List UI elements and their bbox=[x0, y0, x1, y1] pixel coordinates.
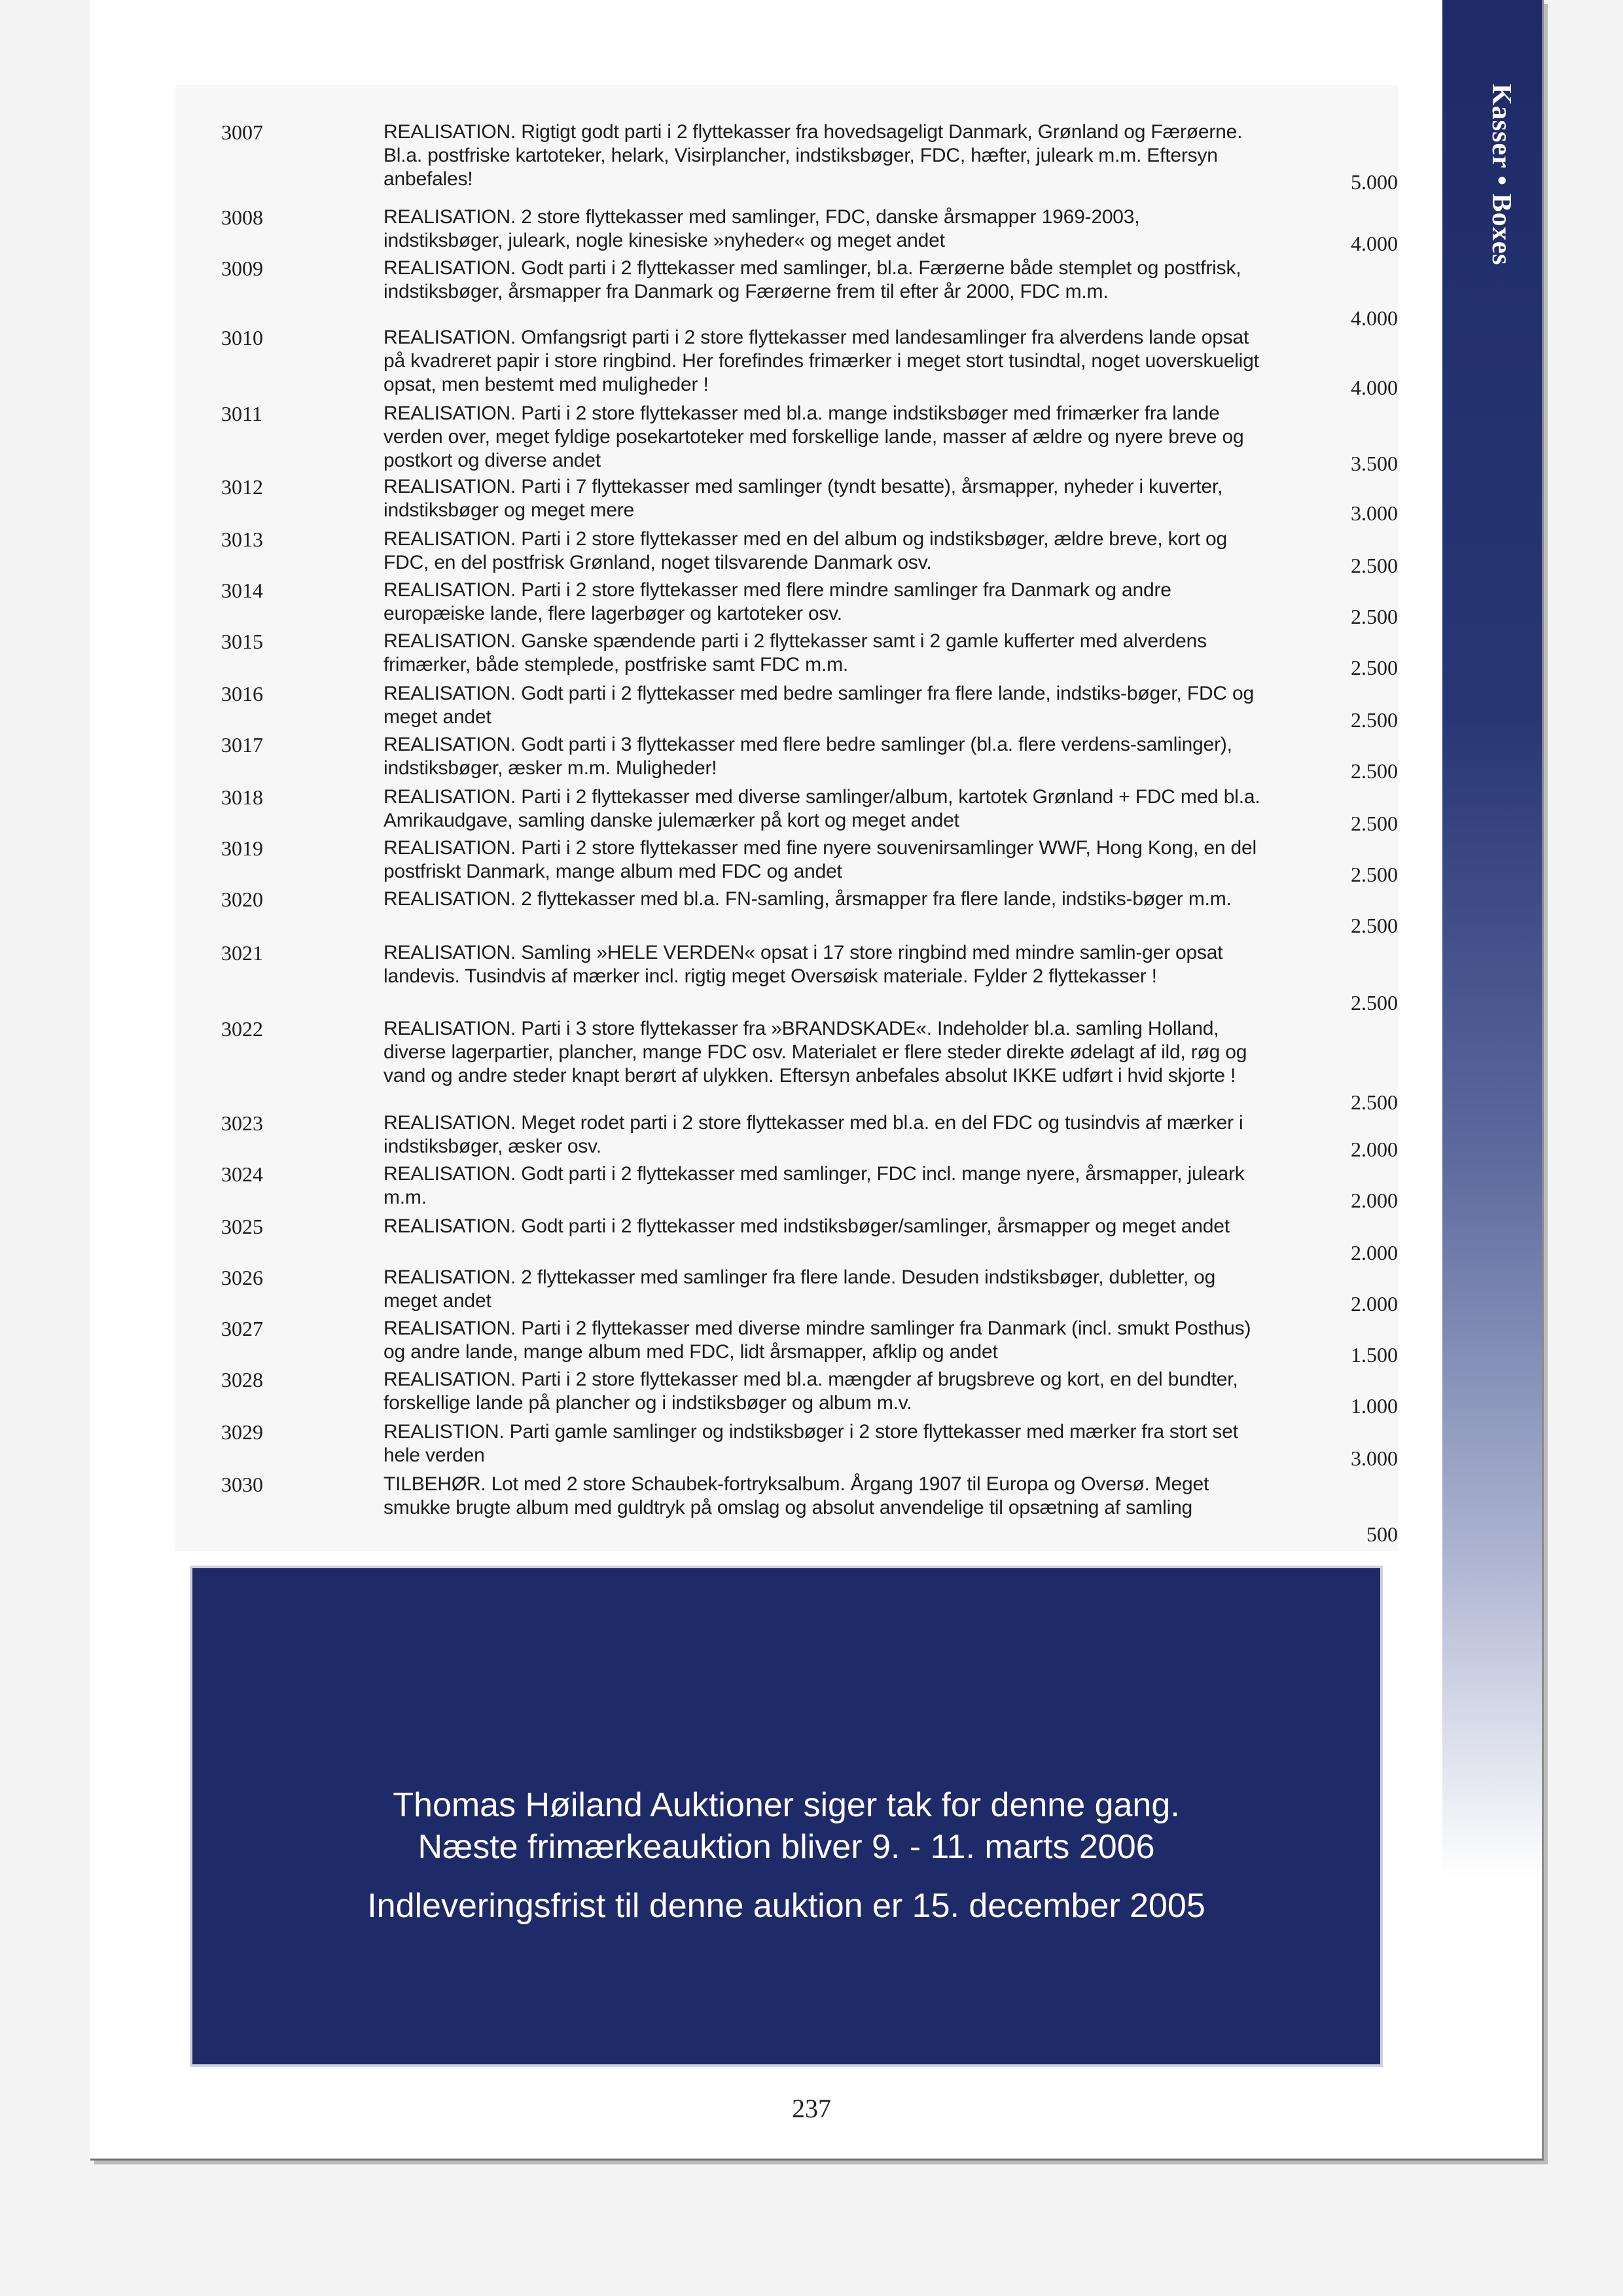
lot-description: TILBEHØR. Lot med 2 store Schaubek-fortryksalbum. Årgang 1907 til Europa og Oversø. Meget smukke brugte album med guldtryk på omslag og absolut anvendelige til opsætning af samling bbox=[383, 1473, 1209, 1518]
lot-number: 3025 bbox=[221, 1215, 263, 1238]
lot-row bbox=[175, 888, 1398, 935]
lot-row bbox=[175, 257, 1398, 330]
lot-description: REALISATION. Samling »HELE VERDEN« opsat i 17 store ringbind med mindre samlin-ger opsat landevis. Tusindvis af mærker incl. rigtig meget Oversøisk materiale. Fylder 2 flyttekasser ! bbox=[383, 942, 1223, 987]
lot-number: 3019 bbox=[221, 836, 263, 860]
lot-price: 2.000 bbox=[1351, 1189, 1398, 1212]
lot-number: 3009 bbox=[221, 257, 263, 280]
lot-price: 2.500 bbox=[1351, 914, 1398, 937]
section-tab-label: Kasser • Boxes bbox=[1486, 84, 1516, 266]
lot-number: 3007 bbox=[221, 120, 263, 144]
lot-number: 3014 bbox=[221, 579, 263, 602]
lot-description: REALISATION. Godt parti i 2 flyttekasser med indstiksbøger/samlinger, årsmapper og meget andet bbox=[383, 1215, 1230, 1237]
lot-description: REALISATION. Godt parti i 2 flyttekasser med samlinger, FDC incl. mange nyere, årsmapper, juleark m.m. bbox=[383, 1163, 1245, 1208]
lot-row bbox=[175, 1473, 1398, 1546]
lot-description: REALISATION. Parti i 3 store flyttekasser fra »BRANDSKADE«. Indeholder bl.a. samling Holland, diverse lagerpartier, plancher, mange FDC osv. Materialet er flere steder direkte ødelagt af ild, røg og vand og andre steder knapt berørt af ulykken. Eftersyn anbefales absolut IKKE udført i hvid skjorte ! bbox=[383, 1018, 1247, 1086]
lot-price: 500 bbox=[1366, 1522, 1398, 1546]
lot-description: REALISATION. Parti i 2 store flyttekasser med flere mindre samlinger fra Danmark og andre europæiske lande, flere lagerbøger og kartoteker osv. bbox=[383, 579, 1171, 624]
lot-number: 3012 bbox=[221, 475, 263, 499]
lot-description: REALISATION. Omfangsrigt parti i 2 store flyttekasser med landesamlinger fra alverdens lande opsat på kvadreret papir i store ringbind. Her forefindes frimærker i meget stort tusindtal, noget uoverskueligt opsat, men bestemt med muligheder ! bbox=[383, 327, 1259, 395]
lot-price: 5.000 bbox=[1351, 170, 1398, 194]
lot-price: 3.000 bbox=[1351, 1446, 1398, 1470]
lot-description: REALISATION. 2 flyttekasser med bl.a. FN-samling, årsmapper fra flere lande, indstiks-bøger m.m. bbox=[383, 888, 1232, 910]
banner-thanks: Thomas Høiland Auktioner siger tak for denne gang. bbox=[393, 1786, 1180, 1824]
lot-price: 2.500 bbox=[1351, 812, 1398, 835]
lot-number: 3015 bbox=[221, 630, 263, 653]
lot-row bbox=[175, 941, 1398, 1012]
lot-row bbox=[175, 1317, 1398, 1367]
lot-row bbox=[175, 1162, 1398, 1210]
lot-row bbox=[175, 1368, 1398, 1418]
lot-number: 3026 bbox=[221, 1266, 263, 1289]
lot-price: 4.000 bbox=[1351, 306, 1398, 330]
lot-price: 1.000 bbox=[1351, 1394, 1398, 1418]
lot-row bbox=[175, 1266, 1398, 1316]
lot-description: REALISATION. Meget rodet parti i 2 store flyttekasser med bl.a. en del FDC og tusindvis af mærker i indstiksbøger, æsker osv. bbox=[383, 1112, 1243, 1157]
lot-number: 3011 bbox=[221, 402, 262, 425]
lot-row bbox=[175, 1420, 1398, 1470]
lot-price: 2.500 bbox=[1351, 759, 1398, 783]
lot-price: 4.000 bbox=[1351, 232, 1398, 255]
lot-number: 3029 bbox=[221, 1420, 263, 1444]
lot-number: 3008 bbox=[221, 206, 263, 229]
lot-price: 2.500 bbox=[1351, 863, 1398, 886]
lot-number: 3020 bbox=[221, 888, 263, 911]
lot-price: 2.000 bbox=[1351, 1138, 1398, 1161]
lot-price: 4.000 bbox=[1351, 376, 1398, 399]
lot-number: 3021 bbox=[221, 941, 263, 965]
lot-description: REALISATION. Godt parti i 3 flyttekasser med flere bedre samlinger (bl.a. flere verdens-samlinger), indstiksbøger, æsker m.m. Muligheder! bbox=[383, 734, 1232, 779]
lot-description: REALISATION. Parti i 2 store flyttekasser med en del album og indstiksbøger, ældre breve, kort og FDC, en del postfrisk Grønland, noget tilsvarende Danmark osv. bbox=[383, 528, 1227, 573]
lot-row bbox=[175, 785, 1398, 833]
lot-row bbox=[175, 326, 1398, 397]
lot-description: REALISATION. Godt parti i 2 flyttekasser med samlinger, bl.a. Færøerne både stemplet og postfrisk, indstiksbøger, årsmapper fra Danmark og Færøerne frem til efter år 2000, FDC m.m. bbox=[383, 257, 1241, 302]
lot-number: 3013 bbox=[221, 528, 263, 551]
lot-number: 3024 bbox=[221, 1162, 263, 1186]
lot-description: REALISATION. 2 store flyttekasser med samlinger, FDC, danske årsmapper 1969-2003, indstiksbøger, juleark, nogle kinesiske »nyheder« og meget andet bbox=[383, 206, 1140, 251]
lot-number: 3017 bbox=[221, 733, 263, 757]
banner-next-auction: Næste frimærkeauktion bliver 9. - 11. marts 2006 bbox=[418, 1828, 1155, 1866]
lot-row bbox=[175, 733, 1398, 783]
lot-price: 2.000 bbox=[1351, 1241, 1398, 1265]
lot-number: 3023 bbox=[221, 1111, 263, 1135]
lot-description: REALISATION. Parti i 2 store flyttekasser med bl.a. mængder af brugsbreve og kort, en del bundter, forskellige lande på plancher og i indstiksbøger og album m.v. bbox=[383, 1369, 1238, 1414]
lot-price: 1.500 bbox=[1351, 1343, 1398, 1367]
lot-description: REALISATION. Parti i 7 flyttekasser med samlinger (tyndt besatte), årsmapper, nyheder i kuverter, indstiksbøger og meget mere bbox=[383, 476, 1223, 521]
lot-price: 3.000 bbox=[1351, 501, 1398, 525]
lot-row bbox=[175, 682, 1398, 732]
lot-number: 3030 bbox=[221, 1473, 263, 1496]
lot-number: 3022 bbox=[221, 1017, 263, 1041]
banner-deadline: Indleveringsfrist til denne auktion er 15. december 2005 bbox=[367, 1887, 1205, 1925]
lot-description: REALISATION. Parti i 2 store flyttekasser med bl.a. mange indstiksbøger med frimærker fra lande verden over, meget fyldige posekartoteker med forskellige lande, masser af ældre og nyere breve og postkort og diverse andet bbox=[383, 403, 1244, 471]
lot-number: 3016 bbox=[221, 682, 263, 706]
lot-description: REALISATION. Parti i 2 flyttekasser med diverse samlinger/album, kartotek Grønland + FDC med bl.a. Amrikaudgave, samling danske julemærker på kort og meget andet bbox=[383, 786, 1260, 831]
lot-row bbox=[175, 579, 1398, 626]
lot-price: 2.500 bbox=[1351, 1090, 1398, 1114]
lot-row bbox=[175, 120, 1398, 194]
lot-description: REALISATION. Rigtigt godt parti i 2 flyttekasser fra hovedsageligt Danmark, Grønland og Færøerne. Bl.a. postfriske kartoteker, helark, Visirplancher, indstiksbøger, FDC, hæfter, juleark m.m. Eftersyn anbefales! bbox=[383, 121, 1243, 190]
lot-price: 2.500 bbox=[1351, 554, 1398, 577]
lot-listing bbox=[175, 85, 1398, 1551]
lot-row bbox=[175, 1111, 1398, 1161]
lot-price: 2.500 bbox=[1351, 656, 1398, 679]
lot-price: 3.500 bbox=[1351, 452, 1398, 475]
lot-price: 2.000 bbox=[1351, 1292, 1398, 1316]
lot-description: REALISATION. Parti i 2 flyttekasser med diverse mindre samlinger fra Danmark (incl. smukt Posthus) og andre lande, mange album med FDC, lidt årsmapper, afklip og andet bbox=[383, 1318, 1251, 1363]
lot-number: 3028 bbox=[221, 1368, 263, 1391]
lot-row bbox=[175, 1017, 1398, 1114]
lot-price: 2.500 bbox=[1351, 991, 1398, 1014]
lot-description: REALISATION. Godt parti i 2 flyttekasser med bedre samlinger fra flere lande, indstiks-bøger, FDC og meget andet bbox=[383, 683, 1254, 728]
lot-number: 3018 bbox=[221, 785, 263, 809]
lot-price: 2.500 bbox=[1351, 708, 1398, 732]
lot-number: 3010 bbox=[221, 326, 263, 350]
lot-description: REALISATION. 2 flyttekasser med samlinger fra flere lande. Desuden indstiksbøger, dubletter, og meget andet bbox=[383, 1266, 1216, 1312]
lot-description: REALISTION. Parti gamle samlinger og indstiksbøger i 2 store flyttekasser med mærker fra stort set hele verden bbox=[383, 1421, 1238, 1466]
page-number: 237 bbox=[792, 2094, 831, 2123]
lot-price: 2.500 bbox=[1351, 605, 1398, 628]
lot-number: 3027 bbox=[221, 1317, 263, 1340]
lot-row bbox=[175, 206, 1398, 253]
lot-row bbox=[175, 630, 1398, 677]
closing-banner bbox=[190, 1566, 1383, 2067]
lot-row bbox=[175, 475, 1398, 525]
lot-row bbox=[175, 836, 1398, 884]
lot-row bbox=[175, 402, 1398, 473]
lot-row bbox=[175, 528, 1398, 575]
lot-row bbox=[175, 1215, 1398, 1265]
lot-description: REALISATION. Ganske spændende parti i 2 flyttekasser samt i 2 gamle kufferter med alverdens frimærker, både stemplede, postfriske samt FDC m.m. bbox=[383, 630, 1207, 675]
lot-description: REALISATION. Parti i 2 store flyttekasser med fine nyere souvenirsamlinger WWF, Hong Kong, en del postfriskt Danmark, mange album med FDC og andet bbox=[383, 837, 1257, 882]
